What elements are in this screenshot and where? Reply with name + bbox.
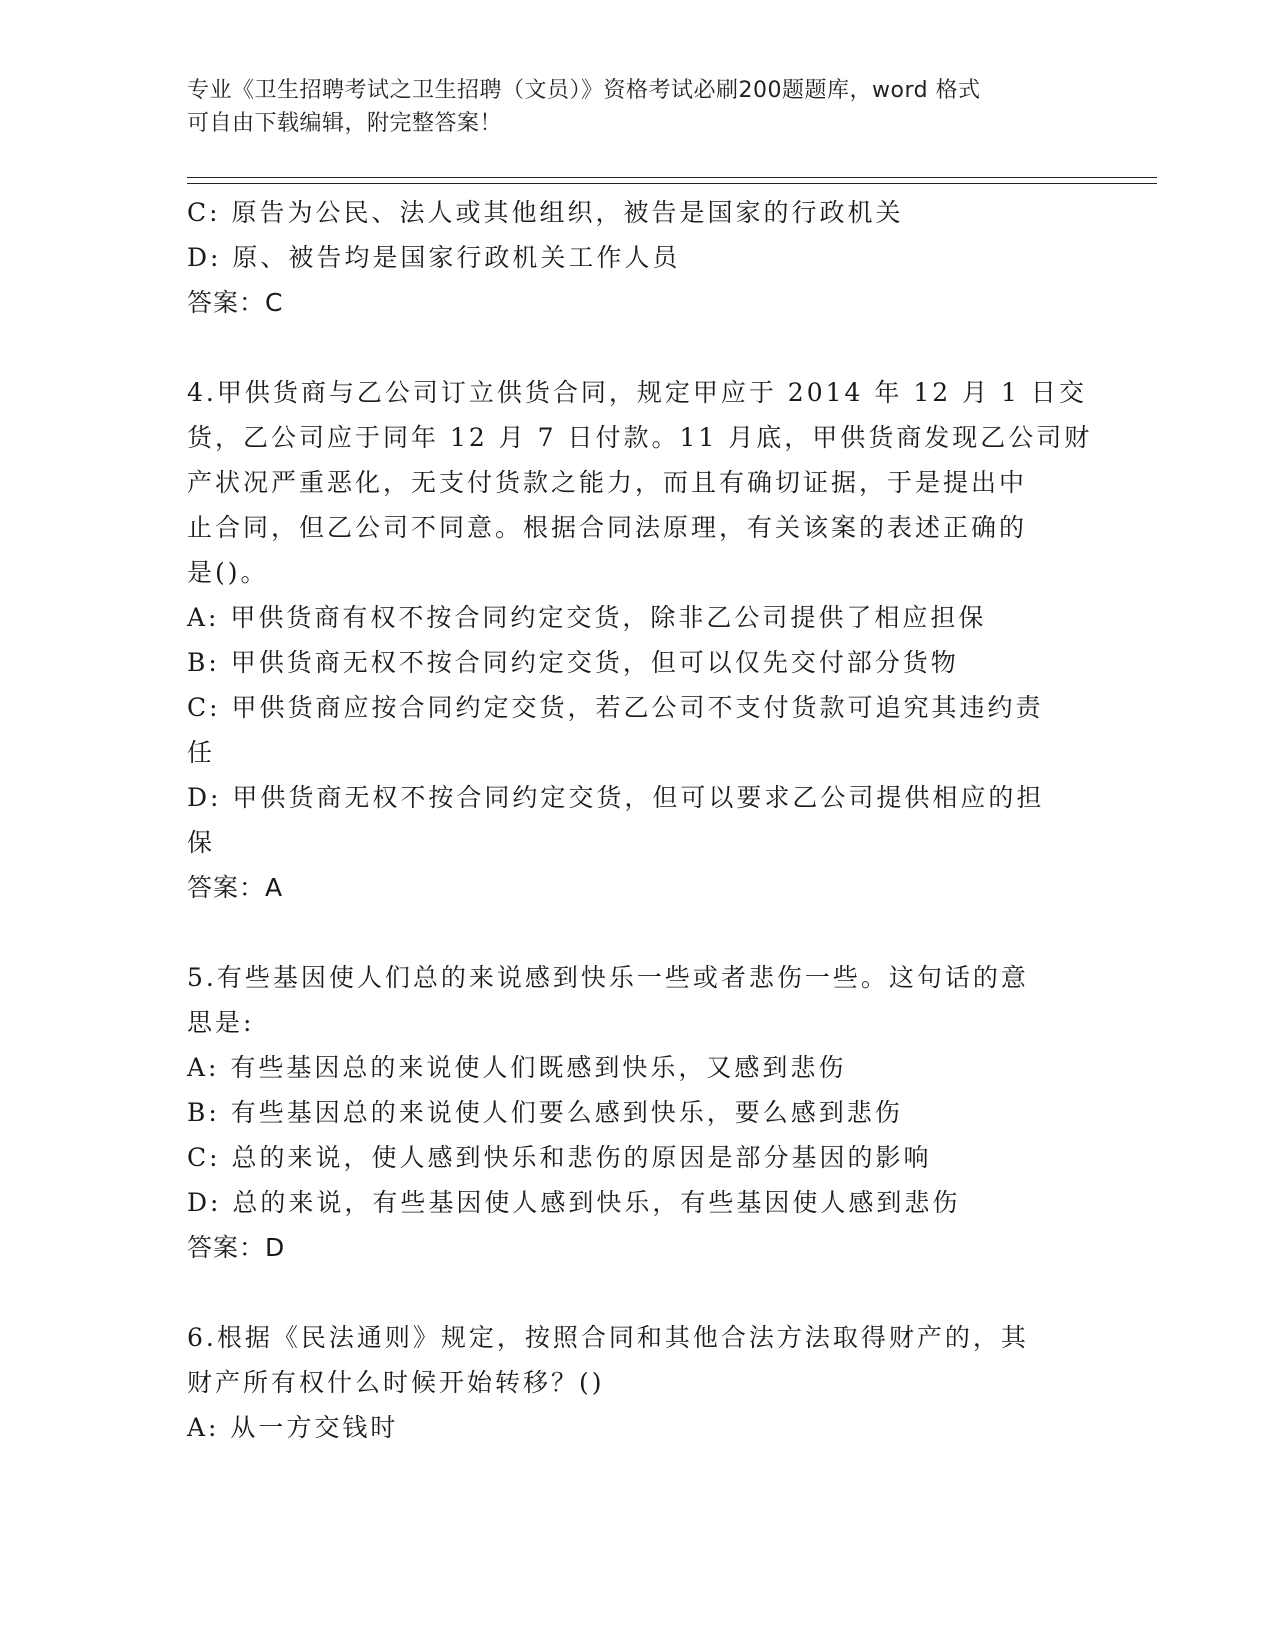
option-b: B: 甲供货商无权不按合同约定交货，但可以仅先交付部分货物 (187, 648, 959, 677)
document-header (187, 74, 1067, 140)
answer-line: 答案：C (187, 288, 284, 317)
header-divider-bottom (187, 183, 1157, 184)
option-d-continued: 保 (187, 828, 216, 857)
question-stem-line: 4.甲供货商与乙公司订立供货合同，规定甲应于 2014 年 12 月 1 日交 (187, 378, 1087, 407)
option-d: D: 原、被告均是国家行政机关工作人员 (187, 243, 681, 272)
question-stem-line: 止合同，但乙公司不同意。根据合同法原理，有关该案的表述正确的 (187, 513, 1028, 542)
answer-line: 答案：A (187, 873, 284, 902)
option-c: C: 甲供货商应按合同约定交货，若乙公司不支付货款可追究其违约责 (187, 693, 1044, 722)
option-a: A: 有些基因总的来说使人们既感到快乐，又感到悲伤 (187, 1053, 847, 1082)
question-6 (187, 1315, 1087, 1450)
spacer (187, 910, 1087, 955)
question-stem-line: 6.根据《民法通则》规定，按照合同和其他合法方法取得财产的，其 (187, 1323, 1029, 1352)
question-stem-line: 财产所有权什么时候开始转移？() (187, 1368, 605, 1397)
header-title-line-1: 专业《卫生招聘考试之卫生招聘（文员）》资格考试必刷200题题库，word 格式 (187, 78, 981, 103)
option-c: C: 总的来说，使人感到快乐和悲伤的原因是部分基因的影响 (187, 1143, 932, 1172)
question-stem-line: 5.有些基因使人们总的来说感到快乐一些或者悲伤一些。这句话的意 (187, 963, 1029, 992)
spacer (187, 1270, 1087, 1315)
question-stem-line: 是()。 (187, 558, 269, 587)
question-stem-line: 产状况严重恶化，无支付货款之能力，而且有确切证据，于是提出中 (187, 468, 1028, 497)
option-c: C: 原告为公民、法人或其他组织，被告是国家的行政机关 (187, 198, 904, 227)
question-stem-line: 货，乙公司应于同年 12 月 7 日付款。11 月底，甲供货商发现乙公司财 (187, 423, 1093, 452)
option-a: A: 从一方交钱时 (187, 1413, 399, 1442)
question-5 (187, 955, 1087, 1270)
option-d: D: 总的来说，有些基因使人感到快乐，有些基因使人感到悲伤 (187, 1188, 961, 1217)
option-d: D: 甲供货商无权不按合同约定交货，但可以要求乙公司提供相应的担 (187, 783, 1045, 812)
answer-line: 答案：D (187, 1233, 286, 1262)
option-b: B: 有些基因总的来说使人们要么感到快乐，要么感到悲伤 (187, 1098, 903, 1127)
option-a: A: 甲供货商有权不按合同约定交货，除非乙公司提供了相应担保 (187, 603, 987, 632)
header-title-line-2: 可自由下载编辑，附完整答案！ (187, 111, 503, 136)
document-body (187, 190, 1093, 1450)
question-stem-line: 思是: (187, 1008, 255, 1037)
header-divider-top (187, 177, 1157, 178)
spacer (187, 325, 1087, 370)
question-3-fragment (187, 190, 1087, 325)
question-4 (187, 370, 1093, 910)
option-c-continued: 任 (187, 738, 216, 767)
